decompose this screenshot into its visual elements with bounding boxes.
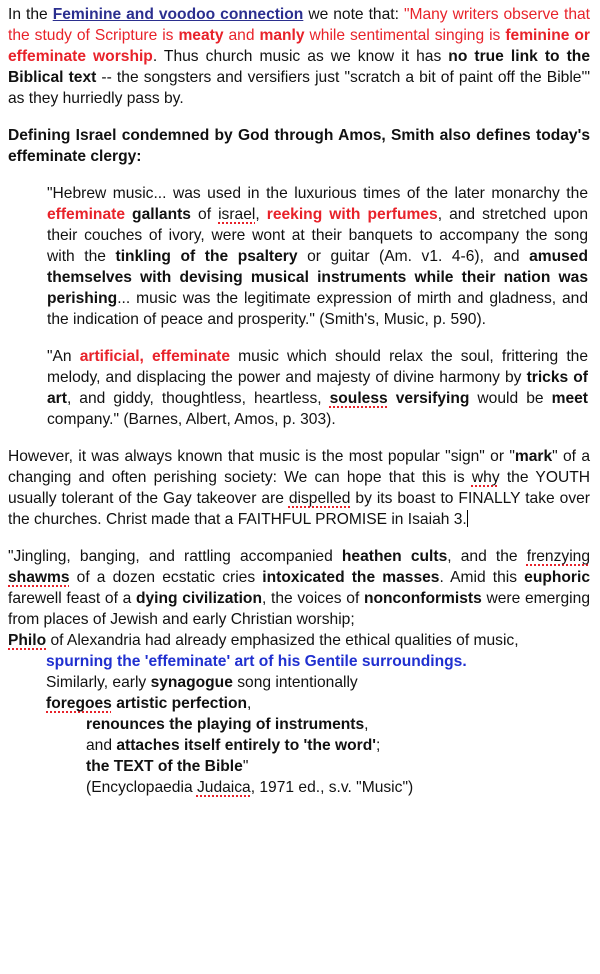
text: "Jingling, banging, and rattling accompanied [8, 548, 342, 565]
emphasis: gallants [125, 206, 191, 223]
emphasis: tinkling of the psaltery [115, 248, 298, 265]
barnes-quote [47, 346, 588, 430]
text: , [364, 716, 369, 733]
text: , the voices of [261, 590, 364, 607]
indent2-line1 [86, 714, 590, 735]
spellcheck-word: frenzying [526, 548, 591, 565]
text: " of a changing and often perishing society: We can hope that this is [8, 448, 590, 486]
text: (Encyclopaedia [86, 779, 197, 796]
emphasis: nonconformists [363, 590, 482, 607]
jingling-paragraph [8, 546, 590, 630]
text: , and the [447, 548, 527, 565]
emphasis: feminine or effeminate worship [8, 27, 591, 65]
text: , [247, 695, 252, 712]
smith-quote [47, 183, 588, 330]
emphasis: artistic perfection [111, 695, 248, 712]
text: and [223, 27, 260, 44]
spellcheck-word: israel [218, 206, 256, 223]
feminine-voodoo-link[interactable]: Feminine and voodoo connection [52, 6, 304, 23]
emphasis: attaches itself entirely to 'the word' [116, 737, 376, 754]
heading-text: Defining Israel condemned by God through Amos, Smith also defines today's effeminate clergy: [8, 127, 590, 165]
emphasis: amused themselves with devising musical instruments while their nation was perishing [47, 248, 588, 307]
indent1-line3 [46, 693, 590, 714]
emphasis: synagogue [150, 674, 233, 691]
spellcheck-word: Judaica [196, 779, 251, 796]
text: "Many writers observe that the study of Scripture is [8, 6, 590, 44]
text: while sentimental singing is [304, 27, 506, 44]
text: , [255, 206, 267, 223]
emphasis: meet [551, 390, 588, 407]
spellcheck-word: souless [329, 390, 388, 407]
text: of Alexandria had already emphasized the ethical qualities of music, [46, 632, 519, 649]
emphasis: spurning the 'effeminate' art of his Gentile surroundings. [46, 653, 467, 670]
text: , 1971 ed., s.v. "Music") [250, 779, 414, 796]
text: . Thus church music as we know it has [152, 48, 449, 65]
indent1-line1 [46, 651, 590, 672]
emphasis: no true link to the Biblical text [8, 48, 590, 86]
text: the YOUTH usually tolerant of the Gay takeover are [8, 469, 591, 507]
text: of [190, 206, 219, 223]
spellcheck-word: dispelled [288, 490, 351, 507]
text: ... music was the legitimate expression of mirth and gladness, and the indication of peace and prosperity." (Smith's, Music, p. 590). [47, 290, 588, 328]
emphasis: dying civilization [135, 590, 262, 607]
intro-paragraph [8, 4, 590, 109]
text: and [86, 737, 117, 754]
emphasis: manly [259, 27, 305, 44]
spellcheck-word: why [471, 469, 500, 486]
text: " [242, 758, 249, 775]
text: "Hebrew music... was used in the luxurious times of the later monarchy the [47, 185, 588, 202]
emphasis: meaty [178, 27, 224, 44]
indent2-line3 [86, 756, 590, 777]
text: , and giddy, thoughtless, heartless, [66, 390, 330, 407]
text: , and stretched upon their couches of ivory, were wont at their banquets to accompany the song with the [47, 206, 589, 265]
text: -- the songsters and versifiers just "scratch a bit of paint off the Bible'" as they hurriedly pass by. [8, 69, 590, 107]
emphasis: the TEXT of the Bible [86, 758, 243, 775]
emphasis: reeking with perfumes [266, 206, 438, 223]
text-cursor [467, 510, 468, 527]
emphasis: effeminate [47, 206, 125, 223]
text: In the [8, 6, 53, 23]
text: Similarly, early [46, 674, 151, 691]
emphasis: versifying [387, 390, 470, 407]
spellcheck-word: Philo [8, 632, 47, 649]
emphasis: mark [514, 448, 553, 465]
music-sign-paragraph [8, 446, 590, 530]
emphasis: heathen cults [341, 548, 448, 565]
text: we note that: [303, 6, 404, 23]
citation-line [86, 777, 590, 798]
spellcheck-word: foregoes [46, 695, 112, 712]
philo-paragraph [8, 630, 590, 651]
emphasis: renounces the playing of instruments [86, 716, 365, 733]
emphasis: tricks of art [47, 369, 588, 407]
spellcheck-word: shawms [8, 569, 70, 586]
text: However, it was always known that music is the most popular "sign" or " [8, 448, 515, 465]
emphasis: intoxicated the masses [262, 569, 440, 586]
emphasis: artificial, effeminate [79, 348, 231, 365]
text: . Amid this [439, 569, 525, 586]
text: company." (Barnes, Albert, Amos, p. 303). [47, 411, 336, 428]
text: song intentionally [232, 674, 358, 691]
text: by its boast to FINALLY take over the churches. Christ made that a FAITHFUL PROMISE in Isaiah 3. [8, 490, 590, 528]
section-heading [8, 125, 590, 167]
text: "An [47, 348, 80, 365]
indent2-line2 [86, 735, 590, 756]
text: music which should relax the soul, frittering the melody, and displacing the power and majesty of divine harmony by [47, 348, 588, 386]
text: or guitar (Am. v1. 4-6), and [297, 248, 530, 265]
indent1-line2 [46, 672, 590, 693]
text: farewell feast of a [8, 590, 136, 607]
emphasis: euphoric [524, 569, 590, 586]
text: ; [375, 737, 381, 754]
text: of a dozen ecstatic cries [69, 569, 263, 586]
text: were emerging from places of Jewish and early Christian worship; [8, 590, 590, 628]
text: would be [469, 390, 552, 407]
